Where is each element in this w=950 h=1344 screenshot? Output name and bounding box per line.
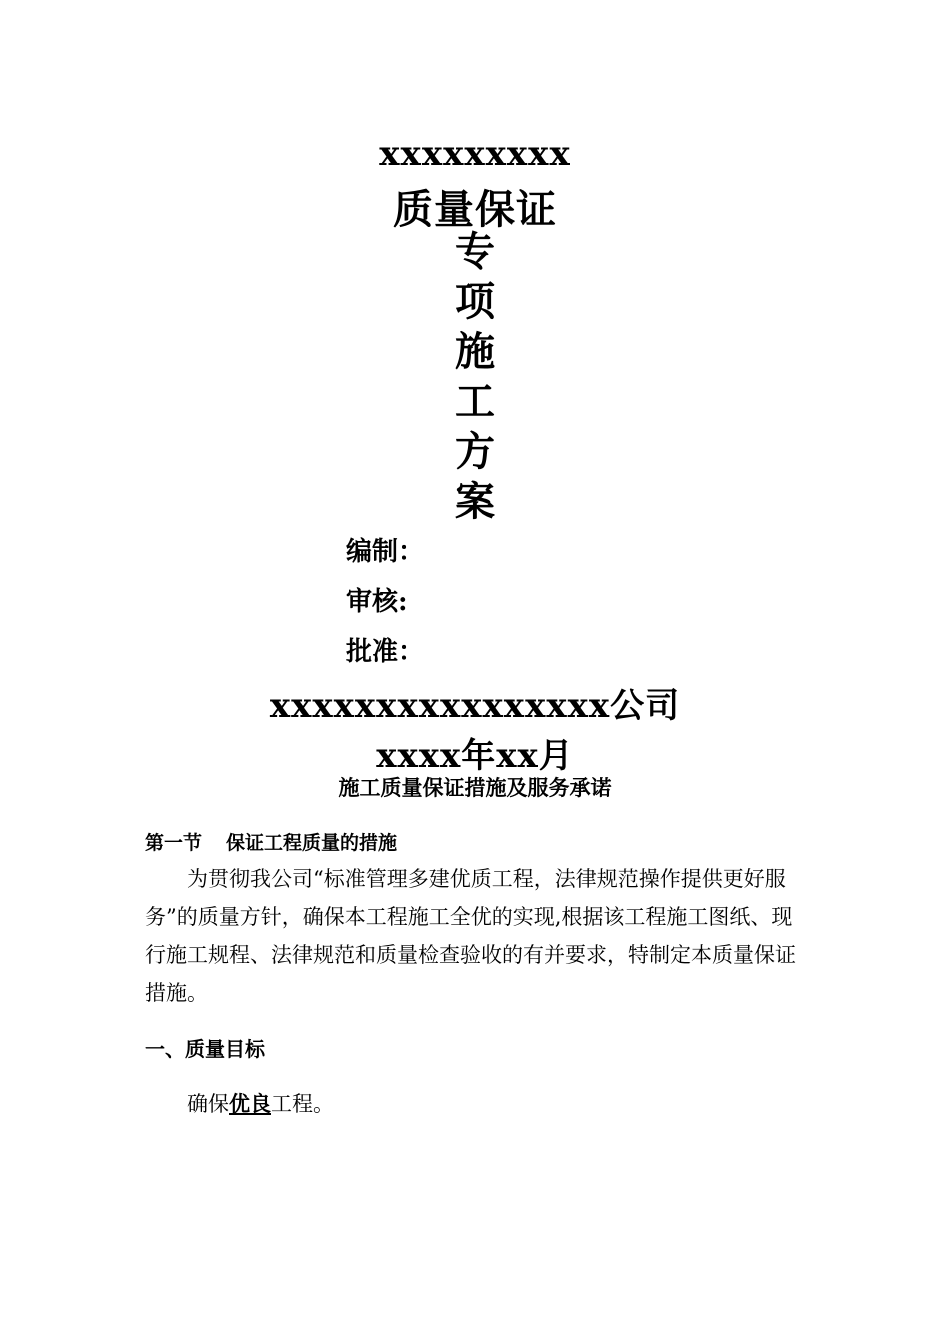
goal-prefix: 确保 bbox=[187, 1092, 229, 1116]
quality-goal-text bbox=[187, 1088, 334, 1118]
company-name: xxxxxxxxxxxxxxxx公司 bbox=[269, 686, 681, 726]
cover-title: 质量保证 bbox=[393, 186, 557, 233]
section-number: 第一节 bbox=[145, 832, 203, 854]
quality-goal-heading: 一、质量目标 bbox=[145, 1037, 265, 1061]
goal-emphasis: 优良 bbox=[229, 1091, 271, 1116]
cover-title-char: 工 bbox=[455, 378, 495, 425]
cover-title-char: 方 bbox=[455, 428, 495, 475]
project-code: xxxxxxxxx bbox=[379, 134, 571, 174]
cover-title-char: 案 bbox=[455, 478, 495, 525]
cover-title-char: 专 bbox=[455, 228, 495, 275]
intro-paragraph: 为贯彻我公司“标准管理多建优质工程，法律规范操作提供更好服务”的质量方针，确保本工程施工全优的实现,根据该工程施工图纸、现行施工规程、法律规范和质量检查验收的有并要求，特制定本质量保证措施。 bbox=[145, 867, 796, 1005]
section-title bbox=[145, 828, 397, 855]
document-heading: 施工质量保证措施及服务承诺 bbox=[338, 775, 612, 800]
signature-reviewed-by: 审核: bbox=[346, 587, 408, 617]
goal-suffix: 工程。 bbox=[271, 1092, 334, 1116]
cover-title-char: 施 bbox=[455, 328, 495, 375]
cover-title-char: 项 bbox=[455, 278, 495, 325]
signature-approved-by: 批准： bbox=[346, 637, 425, 667]
signature-prepared-by: 编制： bbox=[346, 537, 425, 567]
document-date: xxxx年xx月 bbox=[376, 736, 574, 776]
section-name: 保证工程质量的措施 bbox=[226, 832, 398, 854]
